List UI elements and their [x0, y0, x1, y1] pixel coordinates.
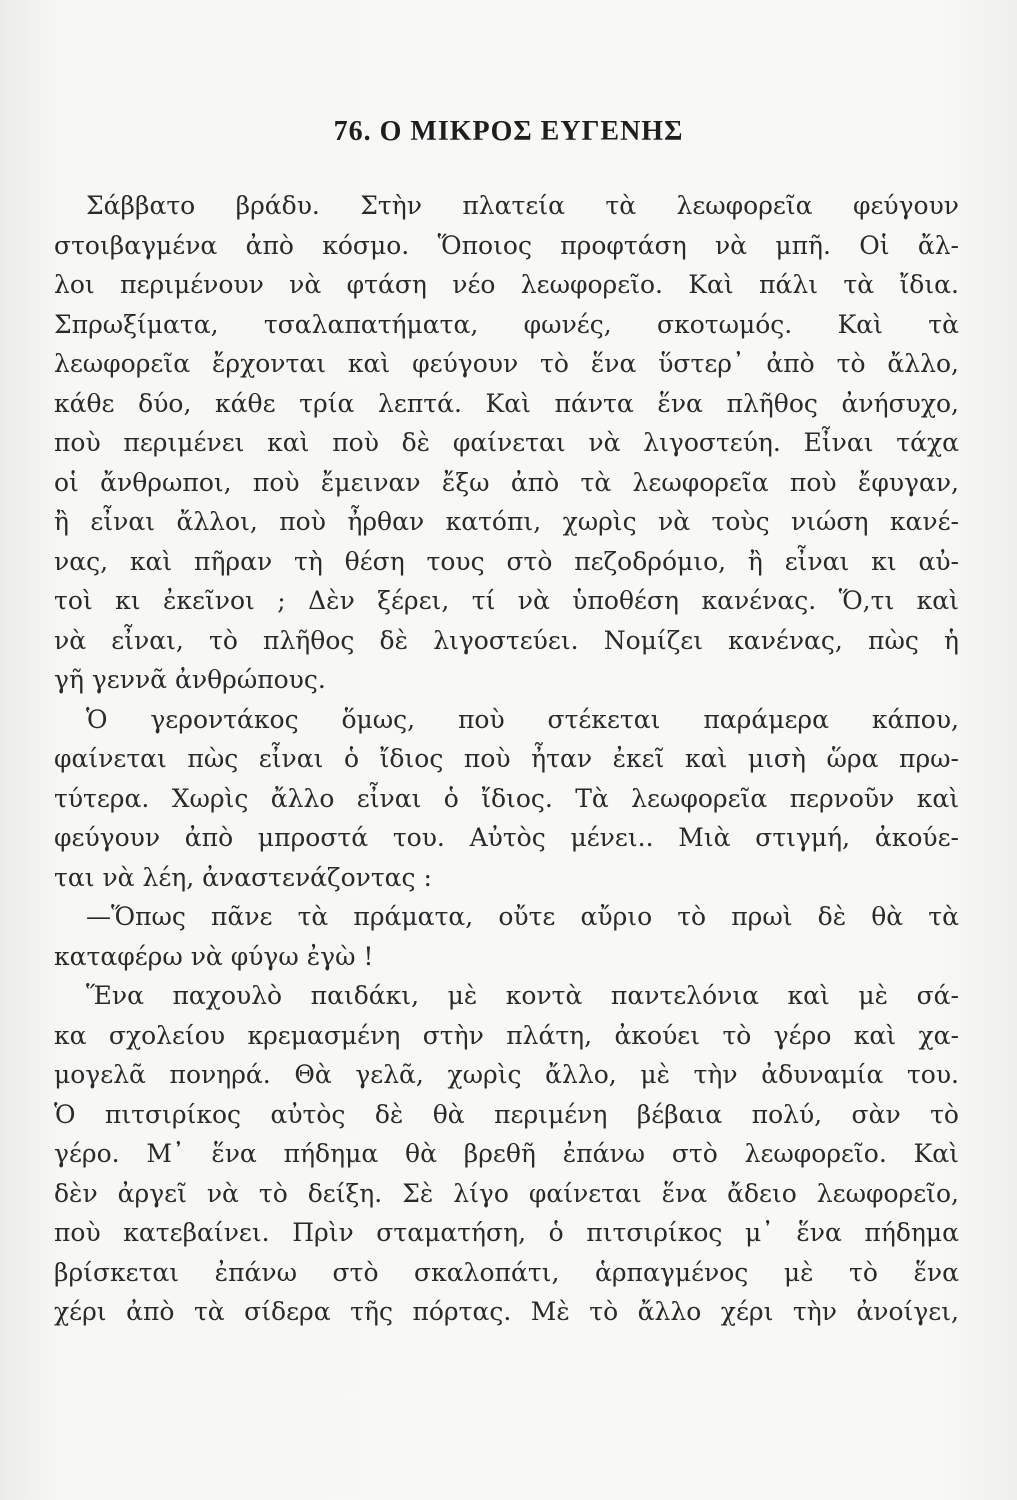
text-line: οἱ ἄνθρωποι, ποὺ ἔμειναν ἔξω ἀπὸ τὰ λεωφορεῖα ποὺ ἔφυγαν, [54, 467, 959, 497]
text-line: φεύγουν ἀπὸ μπροστά του. Αὐτὸς μένει.. Μιὰ στιγμή, ἀκούε- [54, 823, 959, 852]
text-line: ποὺ περιμένει καὶ ποὺ δὲ φαίνεται νὰ λιγοστεύη. Εἶναι τάχα [54, 428, 959, 457]
text-line: φαίνεται πὼς εἶναι ὁ ἴδιος ποὺ ἦταν ἐκεῖ καὶ μισὴ ὥρα πρω- [54, 744, 959, 773]
text-line: κα σχολείου κρεμασμένη στὴν πλάτη, ἀκούει τὸ γέρο καὶ χα- [54, 1020, 959, 1050]
text-line: Ὁ πιτσιρίκος αὐτὸς δὲ θὰ περιμένη βέβαια πολύ, σὰν τὸ [54, 1099, 959, 1129]
text-line: λοι περιμένουν νὰ φτάση νέο λεωφορεῖο. Καὶ πάλι τὰ ἴδια. [54, 270, 959, 299]
text-line: γῆ γεννᾶ ἀνθρώπους. [54, 665, 326, 694]
text-line: δὲν ἀργεῖ νὰ τὸ δείξη. Σὲ λίγο φαίνεται ἕνα ἄδειο λεωφορεῖο, [54, 1178, 959, 1208]
text-line: βρίσκεται ἐπάνω στὸ σκαλοπάτι, ἁρπαγμένος μὲ τὸ ἕνα [54, 1257, 959, 1287]
text-line: Ἕνα παχουλὸ παιδάκι, μὲ κοντὰ παντελόνια καὶ μὲ σά- [86, 981, 959, 1010]
text-line: στοιβαγμένα ἀπὸ κόσμο. Ὅποιος προφτάση νὰ μπῆ. Οἱ ἄλ- [54, 230, 959, 260]
text-line: λεωφορεῖα ἔρχονται καὶ φεύγουν τὸ ἕνα ὕστερ᾽ ἀπὸ τὸ ἄλλο, [54, 349, 959, 378]
text-line: Ὁ γεροντάκος ὅμως, ποὺ στέκεται παράμερα κάπου, [86, 704, 959, 734]
text-line: ποὺ κατεβαίνει. Πρὶν σταματήση, ὁ πιτσιρίκος μ᾽ ἕνα πήδημα [54, 1218, 959, 1247]
text-line: Σπρωξίματα, τσαλαπατήματα, φωνές, σκοτωμός. Καὶ τὰ [54, 309, 959, 339]
text-line: νὰ εἶναι, τὸ πλῆθος δὲ λιγοστεύει. Νομίζει κανένας, πὼς ἡ [54, 625, 959, 655]
text-line: —Ὅπως πᾶνε τὰ πράματα, οὔτε αὔριο τὸ πρωὶ δὲ θὰ τὰ [86, 902, 959, 931]
text-line: ἢ εἶναι ἄλλοι, ποὺ ἦρθαν κατόπι, χωρὶς νὰ τοὺς νιώση κανέ- [54, 507, 959, 536]
text-line: μογελᾶ πονηρά. Θὰ γελᾶ, χωρὶς ἄλλο, μὲ τὴν ἀδυναμία του. [54, 1060, 959, 1089]
text-line: χέρι ἀπὸ τὰ σίδερα τῆς πόρτας. Μὲ τὸ ἄλλο χέρι τὴν ἀνοίγει, [54, 1297, 959, 1326]
text-line: κάθε δύο, κάθε τρία λεπτά. Καὶ πάντα ἕνα πλῆθος ἀνήσυχο, [54, 388, 959, 418]
body-text [54, 186, 959, 1332]
text-line: νας, καὶ πῆραν τὴ θέση τους στὸ πεζοδρόμιο, ἢ εἶναι κι αὐ- [54, 546, 959, 576]
text-line: καταφέρω νὰ φύγω ἐγὼ ! [54, 941, 374, 971]
text-line: γέρο. Μ᾽ ἕνα πήδημα θὰ βρεθῆ ἐπάνω στὸ λεωφορεῖο. Καὶ [54, 1139, 959, 1168]
text-line: ται νὰ λέη, ἀναστενάζοντας : [54, 862, 432, 892]
text-line: τοὶ κι ἐκεῖνοι ; Δὲν ξέρει, τί νὰ ὑποθέση κανένας. Ὅ,τι καὶ [54, 586, 959, 615]
text-line: τύτερα. Χωρὶς ἄλλο εἶναι ὁ ἴδιος. Τὰ λεωφορεῖα περνοῦν καὶ [54, 783, 959, 813]
text-line: Σάββατο βράδυ. Στὴν πλατεία τὰ λεωφορεῖα φεύγουν [86, 191, 959, 220]
chapter-title: 76. Ο ΜΙΚΡΟΣ ΕΥΓΕΝΗΣ [333, 116, 684, 147]
